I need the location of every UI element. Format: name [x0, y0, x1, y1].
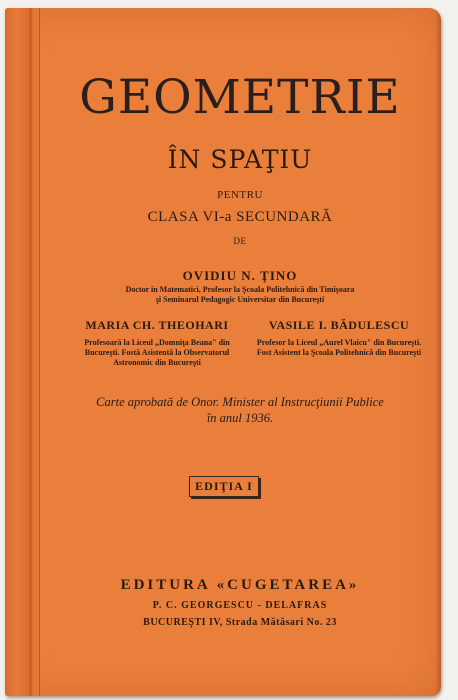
author2-name: MARIA CH. THEOHARI [85, 318, 229, 332]
publisher-name: EDITURA «CUGETAREA» [120, 577, 360, 593]
approval-line1: Carte aprobată de Onor. Minister al Instrucţiunii Publice [96, 395, 384, 409]
author1-credentials-line1: Doctor în Matematici, Profesor la Şcoala Politehnică din Timişoara [125, 285, 355, 294]
publisher-address: BUCUREŞTI IV, Strada Mătăsari No. 23 [143, 617, 337, 628]
class-label: CLASA VI-a SECUNDARĂ [147, 209, 333, 225]
author2-credentials: Profesoară la Liceul „Domniţa Beana" din Bucureşti. Fostă Asistentă la Observatorul Astronomic din Bucureşti [84, 338, 230, 367]
author1-name: OVIDIU N. ŢINO [182, 268, 298, 283]
for-label: PENTRU [217, 189, 263, 201]
book-cover [5, 8, 441, 696]
edition-box: EDIŢIA I [189, 476, 259, 497]
author3-name: VASILE I. BĂDULESCU [268, 318, 410, 332]
approval-line2: în anul 1936. [206, 411, 274, 425]
cover-content [39, 8, 441, 696]
book-spine [5, 8, 40, 696]
author3-block [249, 318, 429, 358]
author2-block [67, 318, 247, 368]
approval-note [39, 394, 441, 426]
book-subtitle: ÎN SPAŢIU [167, 145, 313, 174]
publisher-owner: P. C. GEORGESCU - DELAFRAS [152, 600, 328, 611]
book-title: GEOMETRIE [79, 70, 401, 125]
author1-credentials-line2: şi Seminarul Pedagogic Universitar din Bucureşti [155, 295, 325, 304]
author3-credentials: Profesor la Liceul „Aurel Vlaicu" din Bucureşti. Fost Asistent la Şcoala Politehnică din Bucureşti [256, 338, 422, 357]
by-label: DE [233, 236, 247, 246]
